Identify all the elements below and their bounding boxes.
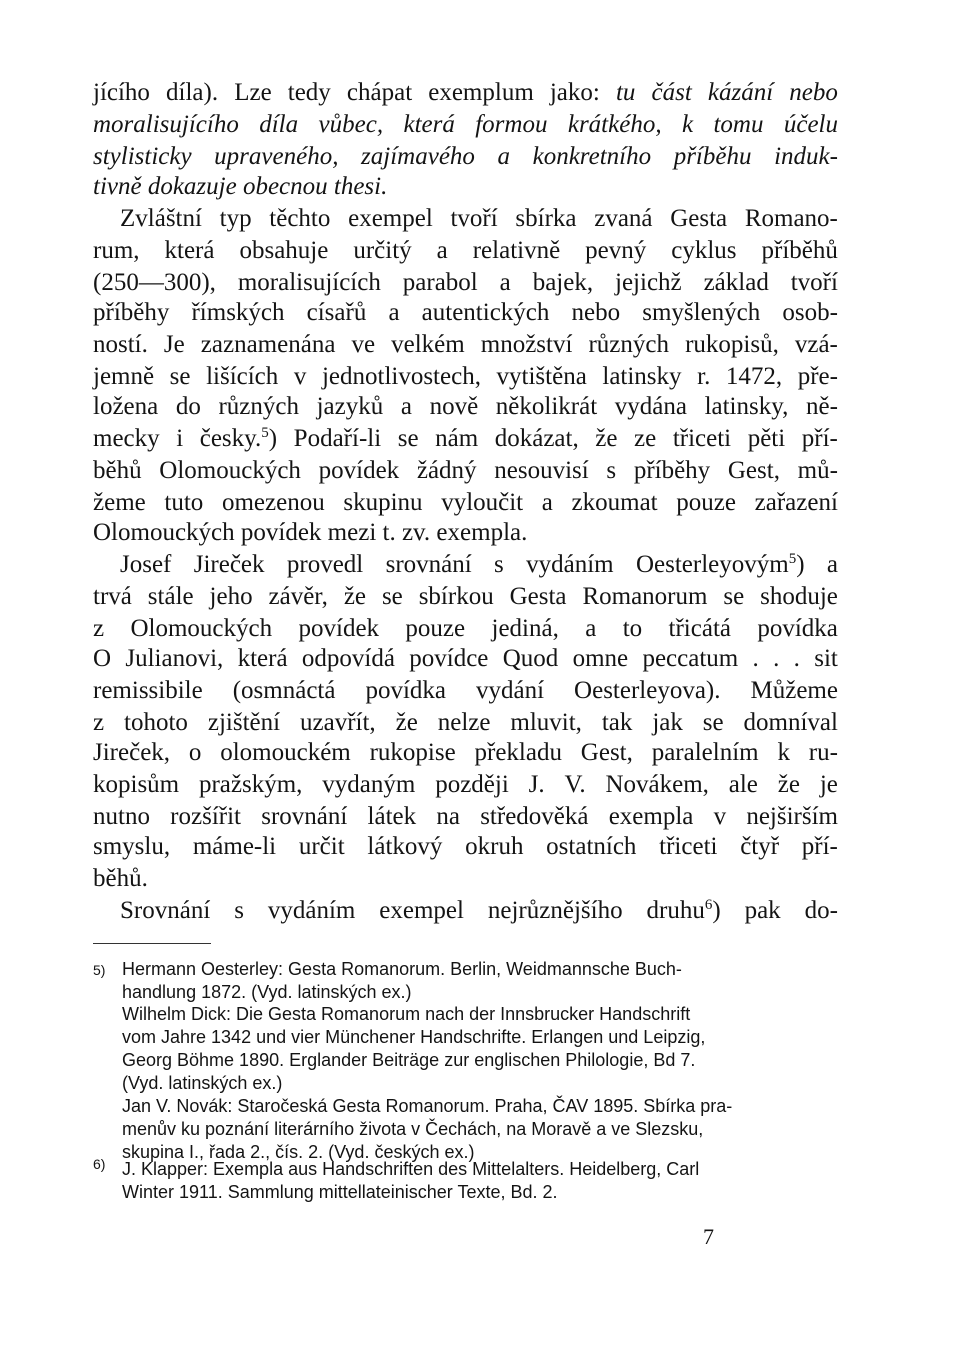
- word: vydání: [476, 677, 545, 704]
- word: Novákem,: [605, 771, 709, 798]
- body-line: [93, 78, 838, 108]
- word: tvoří: [450, 205, 498, 232]
- word: peccatum: [642, 645, 739, 672]
- word: v: [713, 803, 727, 830]
- body-line: [120, 550, 838, 580]
- word: a: [541, 489, 553, 516]
- word: se: [381, 583, 403, 610]
- word: bajek,: [532, 269, 594, 296]
- word: příběhů: [761, 237, 838, 264]
- word: s: [494, 551, 504, 578]
- word: .: [773, 645, 780, 672]
- word: Gesta: [509, 583, 567, 610]
- word: Olomouckých: [130, 615, 273, 642]
- word: se: [169, 363, 191, 390]
- word: sit: [814, 645, 838, 672]
- word: velkém: [391, 331, 465, 358]
- word: středověká: [480, 803, 589, 830]
- word: díla).: [166, 79, 219, 106]
- word: srovnání: [261, 803, 348, 830]
- word: z: [93, 615, 105, 642]
- word: nebo: [571, 299, 621, 326]
- word: O: [93, 645, 112, 672]
- word: J.: [528, 771, 545, 798]
- word: osob-: [782, 299, 838, 326]
- body-line: [93, 362, 838, 392]
- word: tu: [615, 79, 636, 106]
- word: moralisujícího: [93, 111, 239, 138]
- word: římských: [191, 299, 285, 326]
- word: Julianovi,: [125, 645, 224, 672]
- word: ze: [634, 425, 657, 452]
- word: cyklus: [671, 237, 737, 264]
- word: Srovnání: [120, 897, 211, 924]
- word: že: [777, 771, 800, 798]
- word: že: [343, 583, 367, 610]
- word: Romanorum: [582, 583, 708, 610]
- word: se: [702, 709, 724, 736]
- word: Jireček,: [93, 739, 171, 766]
- footnote-line: Jan V. Novák: Staročeská Gesta Romanorum. Praha, ČAV 1895. Sbírka pra-: [122, 1096, 733, 1116]
- word: zvaná: [594, 205, 653, 232]
- word: nebo: [789, 79, 838, 106]
- word: jazyků: [316, 393, 384, 420]
- word: smyslu,: [93, 833, 171, 860]
- word: trvá: [93, 583, 132, 610]
- word: vydána: [614, 393, 687, 420]
- word: nejrůznějšího: [487, 897, 623, 924]
- body-line: [120, 896, 838, 926]
- word: parabol: [402, 269, 478, 296]
- word: to: [622, 615, 643, 642]
- word: kopisům: [93, 771, 180, 798]
- word: a: [499, 269, 511, 296]
- word: i: [176, 425, 184, 452]
- word: sbírka: [515, 205, 577, 232]
- word: odpovídá: [301, 645, 395, 672]
- body-line: [93, 268, 838, 298]
- word: vytištěna: [496, 363, 587, 390]
- word: která: [403, 111, 455, 138]
- word: nutno: [93, 803, 150, 830]
- word: s: [234, 897, 244, 924]
- word: druhu$^6$): [646, 897, 721, 924]
- word: Podaří-li: [293, 425, 382, 452]
- footnote-line: Winter 1911. Sammlung mittellateinischer Texte, Bd. 2.: [122, 1182, 558, 1202]
- word: jak: [652, 709, 683, 736]
- word: dokázat,: [494, 425, 579, 452]
- word: která: [237, 645, 288, 672]
- word: Můžeme: [750, 677, 838, 704]
- word: exempel: [348, 205, 433, 232]
- word: jícího: [93, 79, 150, 106]
- body-line: [93, 832, 838, 862]
- word: vůbec,: [318, 111, 384, 138]
- word: ložena: [93, 393, 159, 420]
- word: vydáním: [267, 897, 356, 924]
- word: latinsky: [602, 363, 682, 390]
- word: určit: [298, 833, 345, 860]
- word: mů-: [797, 457, 838, 484]
- word: remissibile: [93, 677, 203, 704]
- word: formou: [475, 111, 548, 138]
- footnote-line: menův ku poznání literárního života v Čechách, na Moravě a ve Slezsku,: [122, 1119, 704, 1139]
- word: žádný: [416, 457, 477, 484]
- word: sbírkou: [418, 583, 494, 610]
- body-line: [93, 330, 838, 360]
- word: tak: [601, 709, 633, 736]
- word: rukopise: [369, 739, 456, 766]
- body-line: [93, 456, 838, 486]
- word: základ: [703, 269, 769, 296]
- word: ostatních: [546, 833, 637, 860]
- word: třicátá: [668, 615, 731, 642]
- body-line: [93, 864, 838, 894]
- word: nám: [435, 425, 479, 452]
- footnote-line: vom Jahre 1342 und vier Münchener Handschrifte. Erlangen und Leipzig,: [122, 1027, 706, 1047]
- word: příběhy: [93, 299, 170, 326]
- word: V.: [564, 771, 586, 798]
- word: Zvláštní: [120, 205, 202, 232]
- word: lišících: [206, 363, 279, 390]
- word: mecky: [93, 425, 160, 452]
- footnote-line: (Vyd. latinských ex.): [122, 1073, 283, 1093]
- word: domníval: [743, 709, 838, 736]
- word: exempel: [379, 897, 464, 924]
- word: r.: [697, 363, 711, 390]
- word: vydáním: [526, 551, 614, 578]
- word: Oesterleyovým$^5$): [635, 551, 805, 578]
- word: k: [681, 111, 694, 138]
- footnote-line: handlung 1872. (Vyd. latinských ex.): [122, 982, 412, 1002]
- body-line: [93, 708, 838, 738]
- word: Jireček: [193, 551, 265, 578]
- body-line: [93, 802, 838, 832]
- word: pevný: [585, 237, 647, 264]
- word: z: [93, 709, 105, 736]
- word: zaznamenána: [200, 331, 336, 358]
- word: pře-: [797, 363, 838, 390]
- word: Quod: [502, 645, 559, 672]
- word: množství: [480, 331, 573, 358]
- body-line: [93, 738, 838, 768]
- word: nově: [429, 393, 479, 420]
- word: se: [397, 425, 419, 452]
- word: tomu: [713, 111, 764, 138]
- word: účelu: [783, 111, 838, 138]
- word: o: [188, 739, 202, 766]
- word: omne: [572, 645, 629, 672]
- word: .: [793, 645, 800, 672]
- word: Josef: [120, 551, 172, 578]
- word: se: [723, 583, 745, 610]
- word: ale: [728, 771, 758, 798]
- word: běhů: [93, 457, 142, 484]
- word: stylisticky: [93, 143, 192, 170]
- word: pouze: [405, 615, 466, 642]
- word: několikrát: [495, 393, 598, 420]
- word: moralisujících: [237, 269, 381, 296]
- word: do: [175, 393, 201, 420]
- word: jeho: [209, 583, 253, 610]
- word: krátkého,: [567, 111, 662, 138]
- body-line: [93, 298, 838, 328]
- body-line: [120, 204, 838, 234]
- word: závěr,: [268, 583, 328, 610]
- word: srovnání: [385, 551, 472, 578]
- line-text: Olomouckých povídek mezi t. zv. exempla.: [93, 519, 528, 546]
- body-line: [93, 614, 838, 644]
- footnote-marker-5: 5): [93, 962, 106, 978]
- word: a: [826, 551, 838, 578]
- body-line: [93, 110, 838, 140]
- word: s: [606, 457, 617, 484]
- word: nesouvisí: [494, 457, 589, 484]
- word: ru-: [808, 739, 838, 766]
- word: příběhu: [673, 143, 752, 170]
- word: smyšlených: [642, 299, 761, 326]
- footnote-line: J. Klapper: Exempla aus Handschriften des Mittelalters. Heidelberg, Carl: [122, 1159, 700, 1179]
- line-text: tivně dokazuje obecnou thesi.: [93, 173, 388, 200]
- page-number: 7: [703, 1224, 714, 1249]
- word: tedy: [287, 79, 331, 106]
- word: jemně: [93, 363, 155, 390]
- word: že: [595, 425, 618, 452]
- word: zajímavého: [361, 143, 475, 170]
- word: povídce: [409, 645, 489, 672]
- body-line: [93, 236, 838, 266]
- word: upraveného,: [214, 143, 339, 170]
- footnote-line: Georg Böhme 1890. Erglander Beiträge zur englischen Philologie, Bd 7.: [122, 1050, 696, 1070]
- word: ností.: [93, 331, 148, 358]
- word: jediná,: [491, 615, 559, 642]
- word: paralelním: [651, 739, 759, 766]
- word: různých: [588, 331, 670, 358]
- word: zařazení: [754, 489, 838, 516]
- word: kázání: [707, 79, 774, 106]
- word: povídka: [757, 615, 838, 642]
- word: pří-: [801, 425, 838, 452]
- body-line: [93, 518, 838, 548]
- word: zkoumat: [571, 489, 658, 516]
- word: induk-: [774, 143, 838, 170]
- body-line: [93, 582, 838, 612]
- word: olomouckém: [220, 739, 351, 766]
- word: Romano-: [744, 205, 838, 232]
- word: mluvit,: [510, 709, 582, 736]
- word: pak: [744, 897, 781, 924]
- body-line: [93, 488, 838, 518]
- word: jednotlivostech,: [321, 363, 481, 390]
- word: a: [388, 299, 400, 326]
- body-line: [93, 770, 838, 800]
- word: a: [585, 615, 597, 642]
- body-line: [93, 172, 838, 202]
- word: povídek: [318, 457, 400, 484]
- footnote-marker-6: 6): [93, 1156, 106, 1172]
- body-line: [93, 142, 838, 172]
- word: jejichž: [615, 269, 682, 296]
- word: třiceti: [659, 833, 718, 860]
- word: autentických: [421, 299, 550, 326]
- word: tuto: [164, 489, 204, 516]
- word: těchto: [269, 205, 331, 232]
- word: látkový: [367, 833, 443, 860]
- word: Je: [163, 331, 185, 358]
- word: nejširším: [746, 803, 838, 830]
- word: na: [436, 803, 460, 830]
- word: nelze: [437, 709, 491, 736]
- word: překladu: [474, 739, 562, 766]
- word: vyloučit: [441, 489, 524, 516]
- word: shoduje: [760, 583, 838, 610]
- word: čtyř: [740, 833, 780, 860]
- word: omezenou: [221, 489, 325, 516]
- word: konkretního: [532, 143, 652, 170]
- line-text: běhů.: [93, 865, 148, 892]
- body-line: [93, 644, 838, 674]
- word: (osmnáctá: [232, 677, 336, 704]
- word: relativně: [472, 237, 561, 264]
- word: pražským,: [198, 771, 303, 798]
- word: v: [293, 363, 307, 390]
- footnote-line: Hermann Oesterley: Gesta Romanorum. Berlin, Weidmannsche Buch-: [122, 959, 682, 979]
- word: a: [436, 237, 448, 264]
- word: tohoto: [124, 709, 188, 736]
- word: Lze: [234, 79, 272, 106]
- word: pří-: [801, 833, 838, 860]
- body-line: [93, 392, 838, 422]
- word: Gesta: [670, 205, 728, 232]
- word: uzavřít,: [300, 709, 376, 736]
- word: pouze: [676, 489, 736, 516]
- body-line: [93, 676, 838, 706]
- word: později: [435, 771, 509, 798]
- word: stále: [147, 583, 194, 610]
- word: ve: [351, 331, 376, 358]
- word: a: [400, 393, 412, 420]
- word: a: [497, 143, 511, 170]
- word: k: [777, 739, 790, 766]
- word: ně-: [805, 393, 838, 420]
- word: máme-li: [192, 833, 277, 860]
- word: (250—300),: [93, 269, 216, 296]
- word: vzá-: [794, 331, 838, 358]
- word: Gest,: [580, 739, 633, 766]
- word: část: [651, 79, 692, 106]
- word: různých: [218, 393, 299, 420]
- word: okruh: [465, 833, 524, 860]
- word: chápat: [346, 79, 413, 106]
- word: že: [395, 709, 418, 736]
- footnote-separator: [93, 943, 211, 944]
- word: povídka: [365, 677, 446, 704]
- word: pěti: [747, 425, 786, 452]
- body-line: [93, 424, 838, 454]
- word: exemplum: [428, 79, 534, 106]
- word: exempla: [608, 803, 694, 830]
- word: .: [752, 645, 759, 672]
- word: díla: [259, 111, 299, 138]
- word: tvoří: [790, 269, 838, 296]
- word: třiceti: [672, 425, 732, 452]
- word: je: [819, 771, 838, 798]
- word: Oesterleyova).: [574, 677, 721, 704]
- word: obsahuje: [239, 237, 329, 264]
- word: rum,: [93, 237, 140, 264]
- word: skupinu: [343, 489, 423, 516]
- word: česky.$^5$): [199, 425, 278, 452]
- word: určitý: [353, 237, 412, 264]
- word: latinsky,: [704, 393, 789, 420]
- word: rozšířit: [170, 803, 241, 830]
- word: příběhy: [633, 457, 711, 484]
- word: rukopisů,: [685, 331, 779, 358]
- word: Olomouckých: [159, 457, 301, 484]
- word: jako:: [549, 79, 600, 106]
- word: vydaným: [322, 771, 416, 798]
- word: zjištění: [207, 709, 281, 736]
- footnote-line: skupina I., řada 2., čís. 2. (Vyd. českých ex.): [122, 1142, 475, 1162]
- word: 1472,: [725, 363, 783, 390]
- word: typ: [219, 205, 252, 232]
- word: císařů: [306, 299, 367, 326]
- word: žeme: [93, 489, 146, 516]
- word: provedl: [286, 551, 364, 578]
- word: povídek: [298, 615, 380, 642]
- word: která: [164, 237, 215, 264]
- word: Gest,: [727, 457, 780, 484]
- word: do-: [804, 897, 838, 924]
- footnote-line: Wilhelm Dick: Die Gesta Romanorum nach der Innsbrucker Handschrift: [122, 1004, 691, 1024]
- word: látek: [367, 803, 417, 830]
